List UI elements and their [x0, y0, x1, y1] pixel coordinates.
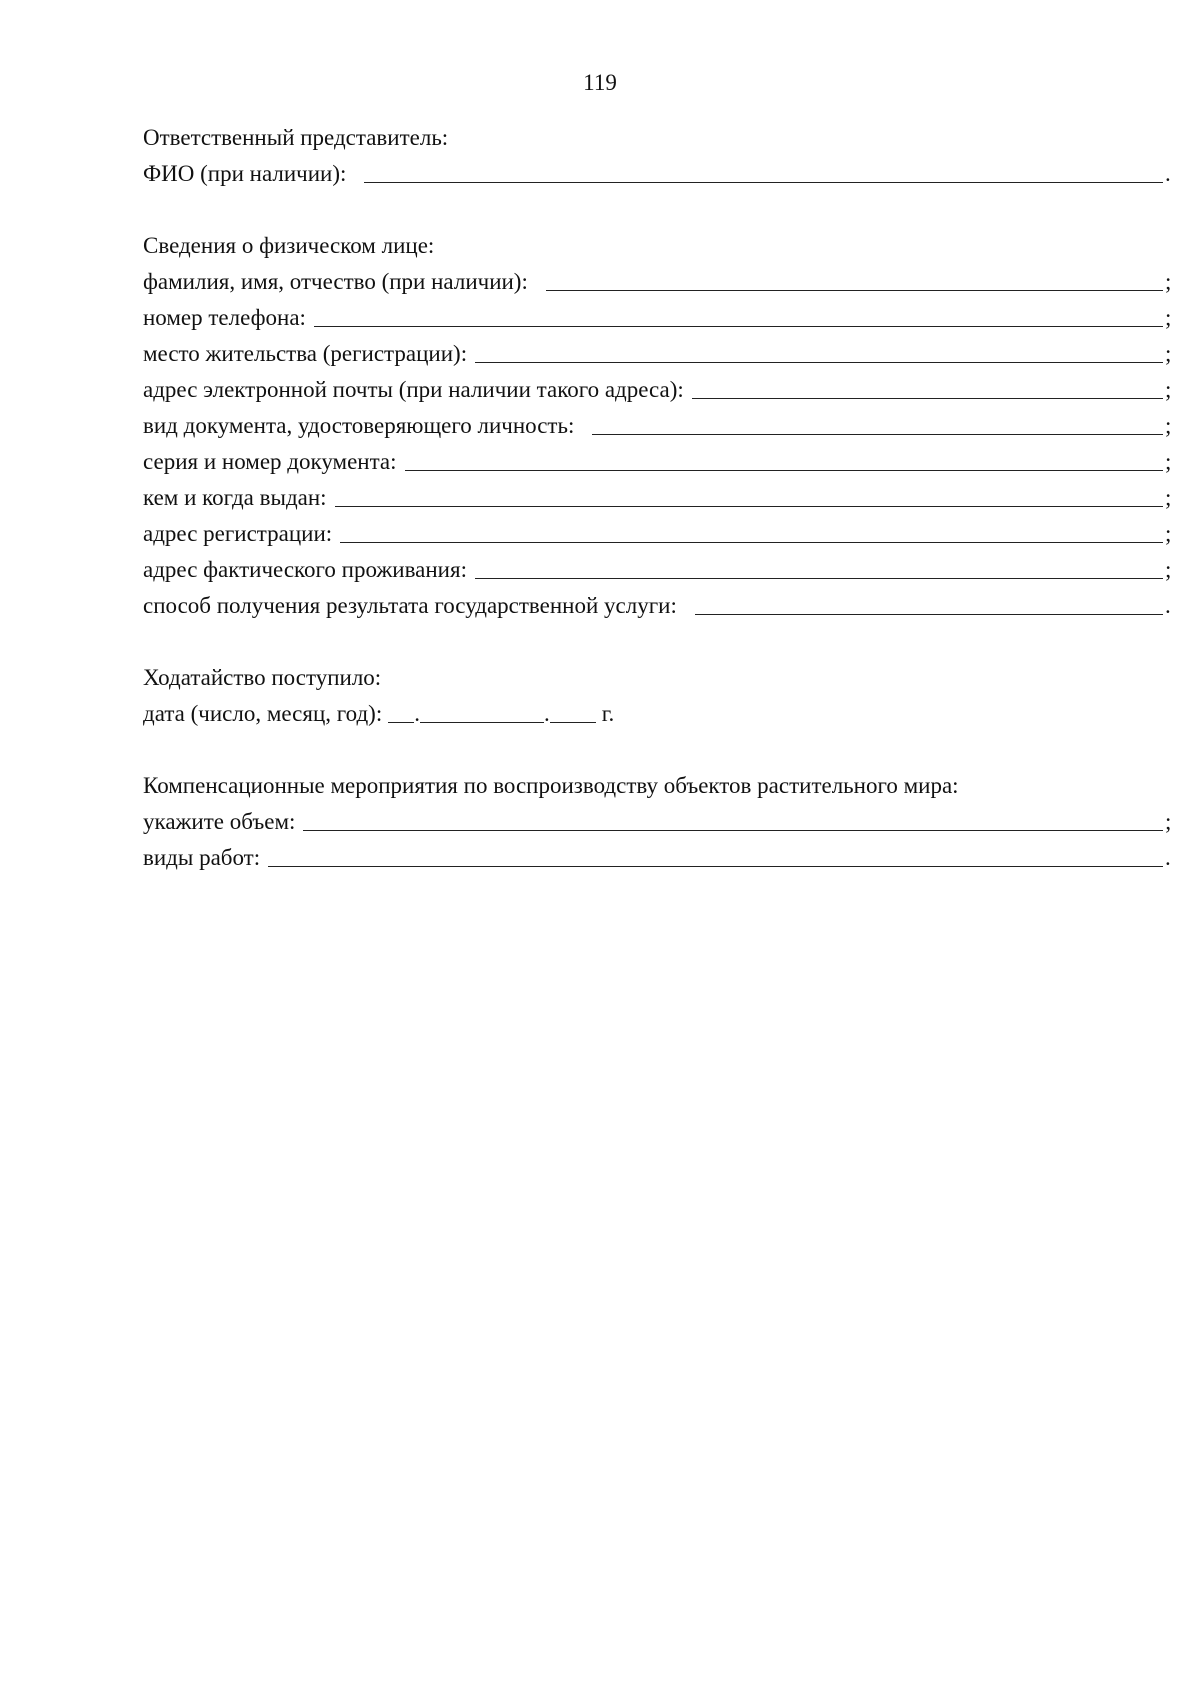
person-field-row [143, 408, 1173, 444]
person-field-row [143, 372, 1173, 408]
field-label: фамилия, имя, отчество (при наличии): [143, 269, 528, 294]
field-end-mark: ; [1165, 521, 1172, 546]
fio-end-mark: . [1165, 161, 1171, 186]
field-label: серия и номер документа: [143, 449, 397, 474]
person-heading: Сведения о физическом лице: [143, 233, 435, 258]
compensation-field-row [143, 840, 1173, 876]
field-end-mark: . [1165, 593, 1171, 618]
petition-date-row [143, 696, 1173, 732]
actual-address-input-line[interactable] [475, 552, 1163, 579]
field-end-mark: ; [1165, 341, 1172, 366]
residence-input-line[interactable] [475, 336, 1163, 363]
date-separator: . [414, 701, 420, 726]
field-label: кем и когда выдан: [143, 485, 327, 510]
field-end-mark: ; [1165, 449, 1172, 474]
date-day-input-line[interactable] [388, 696, 414, 723]
date-label: дата (число, месяц, год): [143, 701, 383, 726]
date-year-input-line[interactable] [550, 696, 596, 723]
fio-field-row [143, 156, 1173, 192]
compensation-heading: Компенсационные мероприятия по воспроизводству объектов растительного мира: [143, 773, 959, 798]
field-label: адрес электронной почты (при наличии такого адреса): [143, 377, 684, 402]
date-suffix: г. [601, 701, 615, 726]
date-separator: . [543, 701, 550, 726]
field-label: адрес регистрации: [143, 521, 333, 546]
person-field-row [143, 588, 1173, 624]
person-field-row [143, 336, 1173, 372]
field-label: адрес фактического проживания: [143, 557, 467, 582]
fullname-input-line[interactable] [546, 264, 1163, 291]
issued-by-input-line[interactable] [335, 480, 1163, 507]
petition-heading: Ходатайство поступило: [143, 665, 382, 690]
field-end-mark: ; [1165, 413, 1172, 438]
result-method-input-line[interactable] [695, 588, 1163, 615]
person-field-row [143, 552, 1173, 588]
compensation-field-row [143, 804, 1173, 840]
fio-input-line[interactable] [364, 156, 1163, 183]
person-field-row [143, 264, 1173, 300]
fio-label: ФИО (при наличии): [143, 161, 347, 186]
person-field-row [143, 516, 1173, 552]
phone-input-line[interactable] [314, 300, 1163, 327]
field-end-mark: ; [1165, 557, 1172, 582]
field-label: виды работ: [143, 845, 261, 870]
field-end-mark: ; [1165, 485, 1172, 510]
field-end-mark: . [1165, 845, 1171, 870]
date-month-input-line[interactable] [420, 696, 544, 723]
field-label: способ получения результата государственной услуги: [143, 593, 677, 618]
work-types-input-line[interactable] [268, 840, 1163, 867]
person-field-row [143, 480, 1173, 516]
field-end-mark: ; [1165, 809, 1172, 834]
field-end-mark: ; [1165, 269, 1172, 294]
representative-heading: Ответственный представитель: [143, 125, 449, 150]
registration-address-input-line[interactable] [340, 516, 1163, 543]
person-field-row [143, 444, 1173, 480]
id-document-type-input-line[interactable] [592, 408, 1163, 435]
field-label: вид документа, удостоверяющего личность: [143, 413, 575, 438]
page-number: 119 [583, 70, 617, 95]
email-input-line[interactable] [692, 372, 1163, 399]
volume-input-line[interactable] [303, 804, 1163, 831]
field-end-mark: ; [1165, 377, 1172, 402]
field-label: номер телефона: [143, 305, 306, 330]
field-label: место жительства (регистрации): [143, 341, 468, 366]
person-field-row [143, 300, 1173, 336]
field-label: укажите объем: [143, 809, 296, 834]
document-number-input-line[interactable] [405, 444, 1163, 471]
field-end-mark: ; [1165, 305, 1172, 330]
